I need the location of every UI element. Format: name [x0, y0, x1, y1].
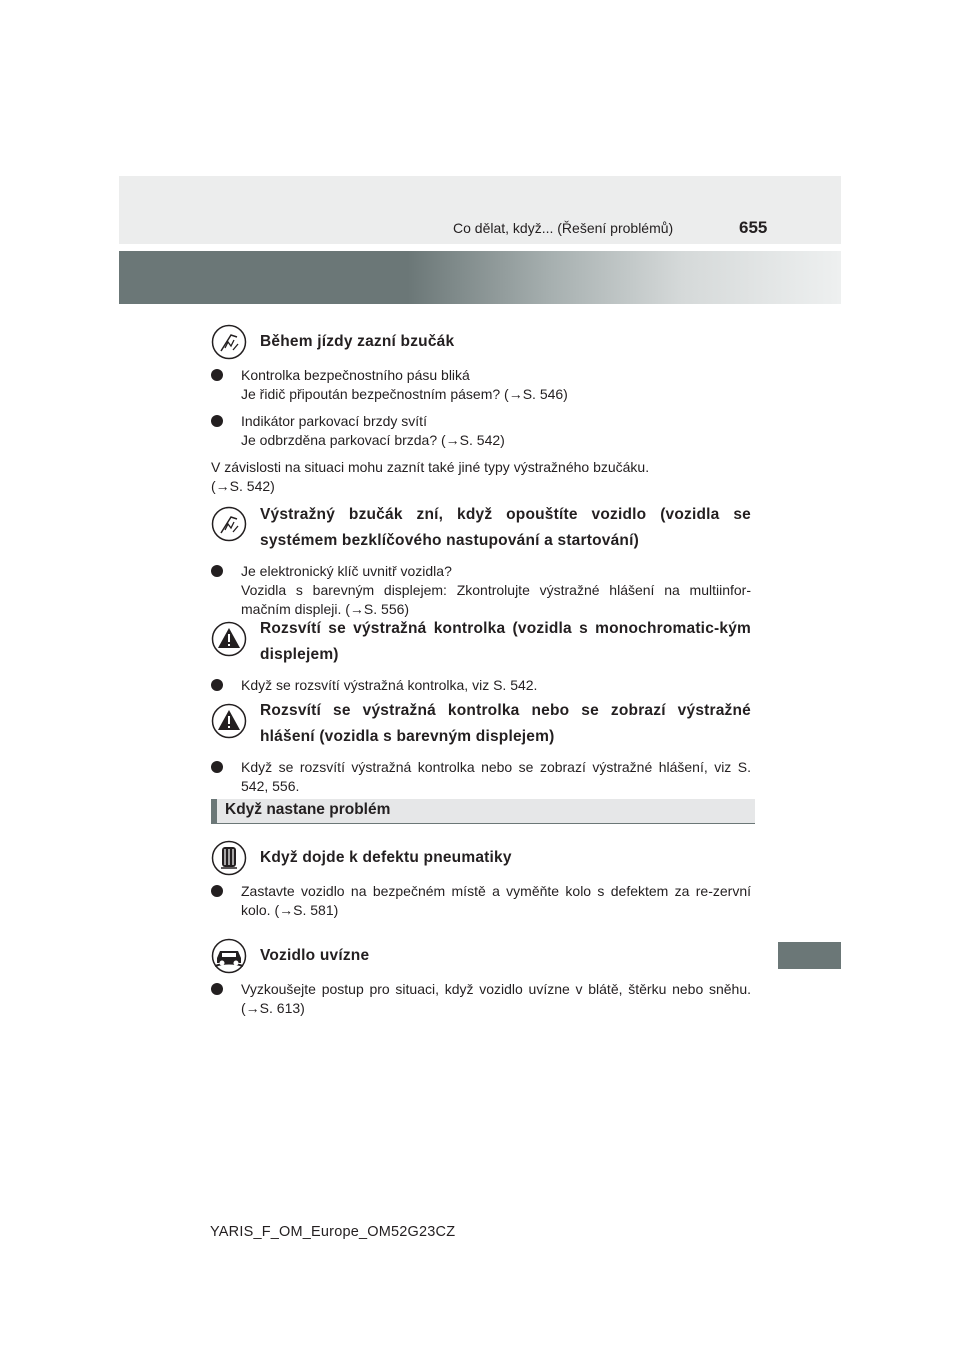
- bullet-icon: [211, 761, 223, 773]
- section-heading: Výstražný bzučák zní, když opouštíte vozidlo (vozidla se systémem bezklíčového nastupování a startování): [260, 506, 751, 549]
- buzzer-icon: [211, 324, 247, 360]
- bullet-icon: [211, 983, 223, 995]
- section-vehicle-stuck: [211, 938, 751, 1018]
- chapter-banner: [119, 251, 841, 304]
- list-item: Když se rozsvítí výstražná kontrolka nebo se zobrazí výstražné hlášení, viz S. 542, 556.: [241, 758, 751, 796]
- list-item: Když se rozsvítí výstražná kontrolka, viz S. 542.: [241, 676, 751, 695]
- list-item: Zastavte vozidlo na bezpečném místě a vyměňte kolo s defektem za re-zervní kolo. (→S. 581): [241, 882, 751, 920]
- section-flat-tire: [211, 840, 751, 920]
- stuck-car-icon: [211, 938, 247, 974]
- chapter-title: Co dělat, když... (Řešení problémů): [453, 220, 674, 236]
- section-title: Když nastane problém: [225, 801, 391, 818]
- section-buzzer-exit: [211, 502, 751, 619]
- bullet-icon: [211, 885, 223, 897]
- section-warning-light-color: [211, 698, 751, 796]
- section-heading: Když dojde k defektu pneumatiky: [260, 849, 512, 866]
- page-number: 655: [739, 218, 768, 237]
- tire-icon: [211, 840, 247, 876]
- section-warning-light-mono: [211, 616, 751, 695]
- list-item: Je elektronický klíč uvnitř vozidla? Vozidla s barevným displejem: Zkontrolujte výstražné hlášení na multiinfor-mačním displeji. (→S. 556): [241, 562, 751, 619]
- section-heading: Vozidlo uvízne: [260, 947, 370, 964]
- bullet-icon: [211, 679, 223, 691]
- chapter-tab: [778, 942, 841, 969]
- bullet-icon: [211, 565, 223, 577]
- list-item: Kontrolka bezpečnostního pásu bliká Je řidič připoután bezpečnostním pásem? (→S. 546): [241, 366, 751, 404]
- section-heading: Rozsvítí se výstražná kontrolka nebo se zobrazí výstražné hlášení (vozidla s barevným displejem): [260, 702, 751, 745]
- warning-icon: [211, 621, 247, 657]
- section-heading: Rozsvítí se výstražná kontrolka (vozidla s monochromatic-kým displejem): [260, 620, 751, 663]
- list-item: Indikátor parkovací brzdy svítí Je odbrzděna parkovací brzda? (→S. 542): [241, 412, 751, 450]
- bullet-icon: [211, 415, 223, 427]
- bullet-icon: [211, 369, 223, 381]
- buzzer-icon: [211, 506, 247, 542]
- document-code: YARIS_F_OM_Europe_OM52G23CZ: [210, 1224, 456, 1240]
- warning-icon: [211, 703, 247, 739]
- section-heading: Během jízdy zazní bzučák: [260, 333, 455, 350]
- section-buzzer-driving: [211, 324, 751, 496]
- note-text: V závislosti na situaci mohu zaznít také jiné typy výstražného bzučáku. (→S. 542): [211, 459, 650, 494]
- section-title-bar: [211, 799, 755, 824]
- list-item: Vyzkoušejte postup pro situaci, když vozidlo uvízne v blátě, štěrku nebo sněhu. (→S. 613): [241, 980, 751, 1018]
